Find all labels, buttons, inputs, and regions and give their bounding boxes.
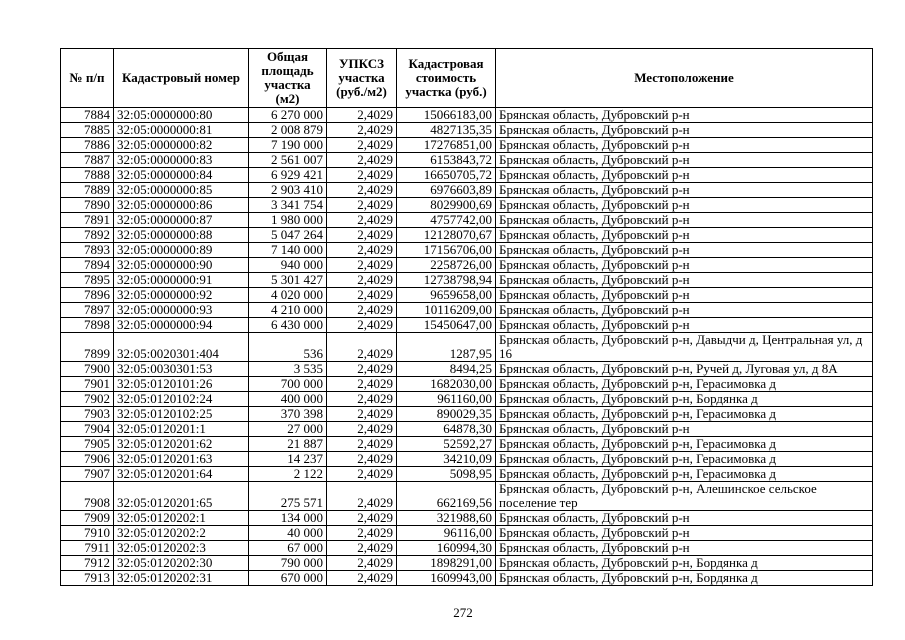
row-cadastral-number: 32:05:0120202:31 [114,571,249,586]
row-location: Брянская область, Дубровский р-н [496,258,873,273]
row-location: Брянская область, Дубровский р-н [496,318,873,333]
table-row [61,571,873,586]
table-row [61,511,873,526]
row-upksz: 2,4029 [327,571,397,586]
row-location: Брянская область, Дубровский р-н [496,108,873,123]
table-header-row [61,49,873,108]
row-area: 1 980 000 [249,213,327,228]
row-area: 2 008 879 [249,123,327,138]
row-cadastral-number: 32:05:0120201:64 [114,467,249,482]
row-upksz: 2,4029 [327,377,397,392]
row-cadastral-number: 32:05:0000000:81 [114,123,249,138]
row-area: 4 210 000 [249,303,327,318]
row-upksz: 2,4029 [327,228,397,243]
row-number: 7898 [61,318,114,333]
row-upksz: 2,4029 [327,452,397,467]
row-area: 940 000 [249,258,327,273]
row-area: 536 [249,333,327,362]
row-cadastral-number: 32:05:0000000:89 [114,243,249,258]
row-upksz: 2,4029 [327,482,397,511]
row-area: 670 000 [249,571,327,586]
table-row [61,123,873,138]
header-cadastral-number: Кадастровый номер [114,49,249,108]
row-cadastral-number: 32:05:0120102:25 [114,407,249,422]
row-number: 7896 [61,288,114,303]
row-location: Брянская область, Дубровский р-н [496,303,873,318]
header-area: Общая площадь участка (м2) [249,49,327,108]
row-cost: 6976603,89 [397,183,496,198]
row-number: 7902 [61,392,114,407]
row-number: 7893 [61,243,114,258]
row-cost: 34210,09 [397,452,496,467]
row-upksz: 2,4029 [327,422,397,437]
row-number: 7905 [61,437,114,452]
row-location: Брянская область, Дубровский р-н [496,228,873,243]
row-cost: 4757742,00 [397,213,496,228]
row-upksz: 2,4029 [327,407,397,422]
row-upksz: 2,4029 [327,213,397,228]
row-cadastral-number: 32:05:0000000:83 [114,153,249,168]
header-number: № п/п [61,49,114,108]
table-row [61,168,873,183]
row-cost: 96116,00 [397,526,496,541]
row-cost: 8494,25 [397,362,496,377]
row-upksz: 2,4029 [327,138,397,153]
row-cost: 17276851,00 [397,138,496,153]
row-cadastral-number: 32:05:0000000:93 [114,303,249,318]
row-cadastral-number: 32:05:0000000:91 [114,273,249,288]
row-number: 7901 [61,377,114,392]
row-upksz: 2,4029 [327,318,397,333]
page-number: 272 [453,605,473,620]
row-cadastral-number: 32:05:0030301:53 [114,362,249,377]
row-area: 3 535 [249,362,327,377]
row-cost: 2258726,00 [397,258,496,273]
row-upksz: 2,4029 [327,243,397,258]
table-row [61,153,873,168]
row-number: 7885 [61,123,114,138]
row-location: Брянская область, Дубровский р-н [496,198,873,213]
row-area: 5 301 427 [249,273,327,288]
table-row [61,437,873,452]
row-cost: 1609943,00 [397,571,496,586]
row-area: 21 887 [249,437,327,452]
row-location: Брянская область, Дубровский р-н, Бордянка д [496,571,873,586]
row-cadastral-number: 32:05:0120201:63 [114,452,249,467]
row-number: 7908 [61,482,114,511]
table-row [61,377,873,392]
row-upksz: 2,4029 [327,273,397,288]
table-row [61,556,873,571]
row-location: Брянская область, Дубровский р-н, Бордянка д [496,392,873,407]
row-upksz: 2,4029 [327,123,397,138]
table-row [61,228,873,243]
row-number: 7909 [61,511,114,526]
row-cost: 662169,56 [397,482,496,511]
header-cost: Кадастровая стоимость участка (руб.) [397,49,496,108]
row-cost: 10116209,00 [397,303,496,318]
cadastral-table [60,48,873,586]
row-cadastral-number: 32:05:0000000:90 [114,258,249,273]
row-cadastral-number: 32:05:0120201:65 [114,482,249,511]
row-area: 2 561 007 [249,153,327,168]
row-location: Брянская область, Дубровский р-н [496,273,873,288]
row-number: 7903 [61,407,114,422]
row-cadastral-number: 32:05:0120202:30 [114,556,249,571]
table-row [61,273,873,288]
row-upksz: 2,4029 [327,108,397,123]
table-body [61,108,873,586]
row-upksz: 2,4029 [327,392,397,407]
row-upksz: 2,4029 [327,467,397,482]
row-number: 7904 [61,422,114,437]
row-cadastral-number: 32:05:0120101:26 [114,377,249,392]
table-row [61,526,873,541]
header-location: Местоположение [496,49,873,108]
row-number: 7911 [61,541,114,556]
row-upksz: 2,4029 [327,183,397,198]
table-row [61,258,873,273]
row-upksz: 2,4029 [327,168,397,183]
row-number: 7897 [61,303,114,318]
row-cadastral-number: 32:05:0000000:82 [114,138,249,153]
row-number: 7892 [61,228,114,243]
row-area: 7 190 000 [249,138,327,153]
row-location: Брянская область, Дубровский р-н [496,168,873,183]
row-cost: 160994,30 [397,541,496,556]
row-location: Брянская область, Дубровский р-н [496,138,873,153]
row-location: Брянская область, Дубровский р-н, Алешинское сельское поселение тер [496,482,873,511]
row-cadastral-number: 32:05:0000000:86 [114,198,249,213]
row-location: Брянская область, Дубровский р-н, Герасимовка д [496,377,873,392]
row-area: 6 929 421 [249,168,327,183]
table-row [61,303,873,318]
row-cost: 5098,95 [397,467,496,482]
row-cost: 1287,95 [397,333,496,362]
table-row [61,318,873,333]
table-row [61,108,873,123]
row-location: Брянская область, Дубровский р-н [496,288,873,303]
table-row [61,213,873,228]
row-area: 7 140 000 [249,243,327,258]
row-upksz: 2,4029 [327,362,397,377]
row-cost: 1682030,00 [397,377,496,392]
row-location: Брянская область, Дубровский р-н [496,123,873,138]
row-number: 7912 [61,556,114,571]
row-area: 67 000 [249,541,327,556]
row-cost: 15450647,00 [397,318,496,333]
row-cost: 15066183,00 [397,108,496,123]
row-area: 790 000 [249,556,327,571]
row-cost: 8029900,69 [397,198,496,213]
table-row [61,392,873,407]
row-cadastral-number: 32:05:0000000:80 [114,108,249,123]
table-row [61,198,873,213]
row-location: Брянская область, Дубровский р-н, Давыдчи д, Центральная ул, д 16 [496,333,873,362]
table-row [61,422,873,437]
row-cost: 52592,27 [397,437,496,452]
row-number: 7888 [61,168,114,183]
row-upksz: 2,4029 [327,541,397,556]
row-location: Брянская область, Дубровский р-н [496,153,873,168]
row-number: 7895 [61,273,114,288]
row-location: Брянская область, Дубровский р-н [496,422,873,437]
row-cost: 321988,60 [397,511,496,526]
row-upksz: 2,4029 [327,526,397,541]
row-cost: 12738798,94 [397,273,496,288]
row-location: Брянская область, Дубровский р-н [496,526,873,541]
row-cadastral-number: 32:05:0000000:94 [114,318,249,333]
row-upksz: 2,4029 [327,258,397,273]
row-location: Брянская область, Дубровский р-н, Герасимовка д [496,452,873,467]
row-number: 7910 [61,526,114,541]
row-number: 7894 [61,258,114,273]
row-location: Брянская область, Дубровский р-н, Герасимовка д [496,467,873,482]
row-cadastral-number: 32:05:0120201:1 [114,422,249,437]
row-area: 14 237 [249,452,327,467]
row-number: 7889 [61,183,114,198]
table-row [61,452,873,467]
row-cadastral-number: 32:05:0120202:1 [114,511,249,526]
row-cadastral-number: 32:05:0020301:404 [114,333,249,362]
row-upksz: 2,4029 [327,437,397,452]
row-location: Брянская область, Дубровский р-н [496,243,873,258]
header-upksz: УПКСЗ участка (руб./м2) [327,49,397,108]
row-cost: 4827135,35 [397,123,496,138]
row-area: 700 000 [249,377,327,392]
row-area: 2 903 410 [249,183,327,198]
row-upksz: 2,4029 [327,303,397,318]
row-upksz: 2,4029 [327,556,397,571]
row-number: 7890 [61,198,114,213]
row-number: 7884 [61,108,114,123]
row-cost: 1898291,00 [397,556,496,571]
table-row [61,541,873,556]
row-number: 7907 [61,467,114,482]
row-number: 7913 [61,571,114,586]
row-area: 5 047 264 [249,228,327,243]
table-row [61,183,873,198]
row-cadastral-number: 32:05:0000000:88 [114,228,249,243]
table-row [61,467,873,482]
row-area: 27 000 [249,422,327,437]
row-cadastral-number: 32:05:0000000:84 [114,168,249,183]
row-cost: 890029,35 [397,407,496,422]
row-location: Брянская область, Дубровский р-н [496,541,873,556]
table-row [61,138,873,153]
row-cadastral-number: 32:05:0000000:87 [114,213,249,228]
row-area: 400 000 [249,392,327,407]
row-upksz: 2,4029 [327,153,397,168]
row-location: Брянская область, Дубровский р-н, Герасимовка д [496,437,873,452]
row-upksz: 2,4029 [327,511,397,526]
table-row [61,333,873,362]
row-cost: 9659658,00 [397,288,496,303]
row-location: Брянская область, Дубровский р-н [496,511,873,526]
row-area: 134 000 [249,511,327,526]
row-cadastral-number: 32:05:0120102:24 [114,392,249,407]
row-number: 7886 [61,138,114,153]
row-location: Брянская область, Дубровский р-н [496,213,873,228]
row-location: Брянская область, Дубровский р-н, Герасимовка д [496,407,873,422]
row-area: 6 270 000 [249,108,327,123]
row-cadastral-number: 32:05:0000000:92 [114,288,249,303]
row-location: Брянская область, Дубровский р-н, Бордянка д [496,556,873,571]
row-location: Брянская область, Дубровский р-н [496,183,873,198]
row-area: 6 430 000 [249,318,327,333]
row-area: 275 571 [249,482,327,511]
row-cost: 6153843,72 [397,153,496,168]
row-cost: 17156706,00 [397,243,496,258]
row-area: 2 122 [249,467,327,482]
table-row [61,243,873,258]
row-number: 7900 [61,362,114,377]
row-cost: 12128070,67 [397,228,496,243]
table-row [61,362,873,377]
row-cadastral-number: 32:05:0120202:3 [114,541,249,556]
row-cadastral-number: 32:05:0000000:85 [114,183,249,198]
table-row [61,407,873,422]
table-row [61,482,873,511]
row-upksz: 2,4029 [327,288,397,303]
row-area: 370 398 [249,407,327,422]
row-cost: 961160,00 [397,392,496,407]
row-area: 3 341 754 [249,198,327,213]
row-number: 7891 [61,213,114,228]
row-location: Брянская область, Дубровский р-н, Ручей д, Луговая ул, д 8А [496,362,873,377]
row-area: 40 000 [249,526,327,541]
row-cost: 64878,30 [397,422,496,437]
row-number: 7906 [61,452,114,467]
row-cadastral-number: 32:05:0120202:2 [114,526,249,541]
row-area: 4 020 000 [249,288,327,303]
table-row [61,288,873,303]
row-cadastral-number: 32:05:0120201:62 [114,437,249,452]
row-upksz: 2,4029 [327,198,397,213]
row-number: 7887 [61,153,114,168]
row-cost: 16650705,72 [397,168,496,183]
row-upksz: 2,4029 [327,333,397,362]
row-number: 7899 [61,333,114,362]
